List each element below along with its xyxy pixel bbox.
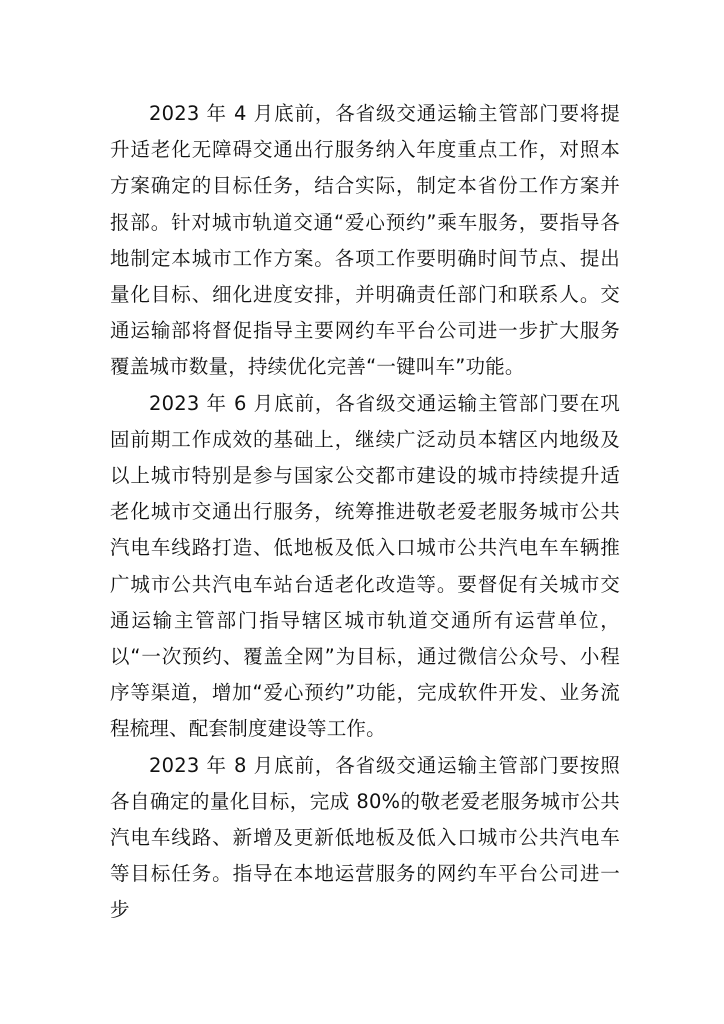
paragraph-april-deadline: 2023 年 4 月底前，各省级交通运输主管部门要将提升适老化无障碍交通出行服务纳入年度重点工作，对照本方案确定的目标任务，结合实际，制定本省份工作方案并报部。针对城市轨道交通“爱心预约”乘车服务，要指导各地制定本城市工作方案。各项工作要明确时间节点、提出量化目标、细化进度安排，并明确责任部门和联系人。交通运输部将督促指导主要网约车平台公司进一步扩大服务覆盖城市数量，持续优化完善“一键叫车”功能。 — [110, 102, 620, 379]
paragraph-june-deadline: 2023 年 6 月底前，各省级交通运输主管部门要在巩固前期工作成效的基础上，继续广泛动员本辖区内地级及以上城市特别是参与国家公交都市建设的城市持续提升适老化城市交通出行服务，统筹推进敬老爱老服务城市公共汽电车线路打造、低地板及低入口城市公共汽电车车辆推广城市公共汽电车站台适老化改造等。要督促有关城市交通运输主管部门指导辖区城市轨道交通所有运营单位，以“一次预约、覆盖全网”为目标，通过微信公众号、小程序等渠道，增加“爱心预约”功能，完成软件开发、业务流程梳理、配套制度建设等工作。 — [110, 391, 620, 741]
paragraph-august-deadline: 2023 年 8 月底前，各省级交通运输主管部门要按照各自确定的量化目标，完成 80%的敬老爱老服务城市公共汽电车线路、新增及更新低地板及低入口城市公共汽电车等目标任务。指导在本地运营服务的网约车平台公司进一步 — [110, 753, 620, 922]
document-body — [110, 96, 620, 929]
